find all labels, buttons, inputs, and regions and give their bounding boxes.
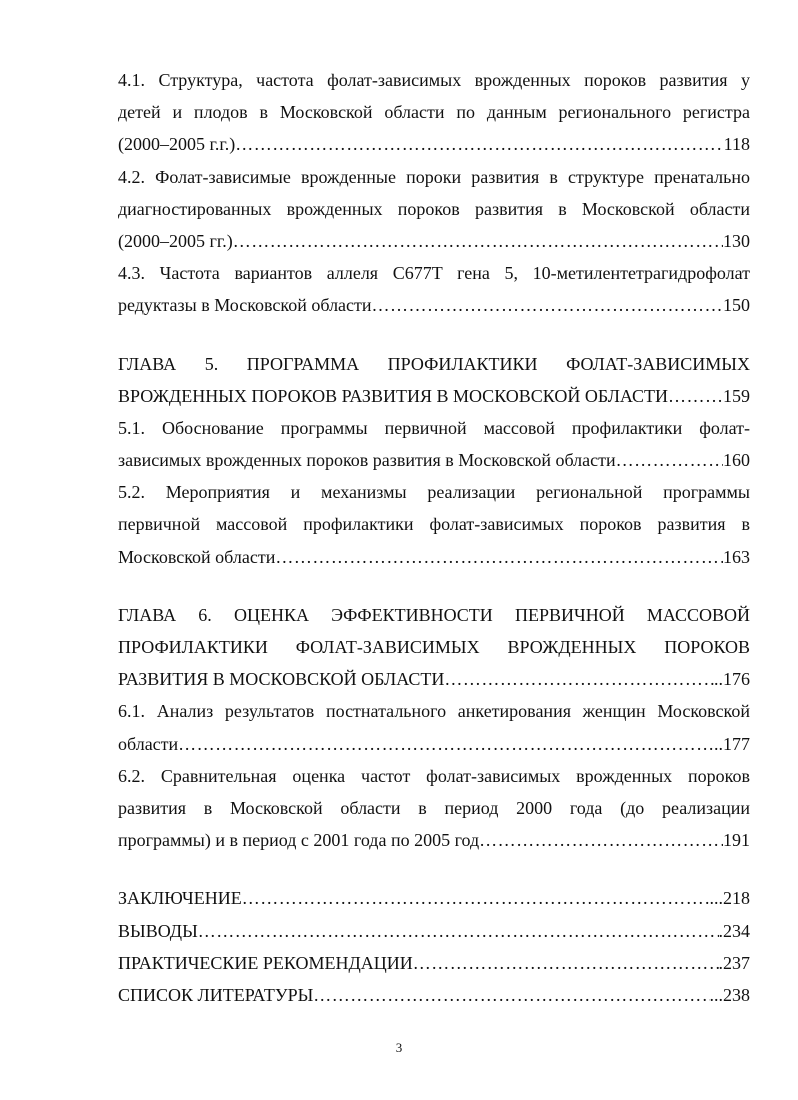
- toc-6-2-page: 191: [723, 830, 750, 851]
- toc-4-2-line1: 4.2. Фолат-зависимые врожденные пороки развития в структуре пренатально: [118, 166, 750, 187]
- spacer: [118, 856, 750, 882]
- toc-4-2-line2: диагностированных врожденных пороков развития в Московской области: [118, 198, 750, 219]
- chapter-6-page: ..176: [714, 669, 750, 690]
- toc-findings-page: .234: [718, 920, 750, 941]
- toc-6-2-last: программы) и в период с 2001 года по 2005 год: [118, 830, 480, 851]
- toc-conclusion-label: ЗАКЛЮЧЕНИЕ: [118, 888, 242, 909]
- chapter-6-title-line1: ГЛАВА 6. ОЦЕНКА ЭФФЕКТИВНОСТИ ПЕРВИЧНОЙ МАССОВОЙ: [118, 604, 750, 625]
- toc-entry-bibliography: [118, 979, 750, 1011]
- leader-dots: [444, 663, 714, 695]
- toc-6-1-line1: 6.1. Анализ результатов постнатального анкетирования женщин Московской: [118, 701, 750, 722]
- toc-entry-4-2: [118, 225, 750, 257]
- toc-entry-5-2: [118, 541, 750, 573]
- toc-5-2-line2: первичной массовой профилактики фолат-зависимых пороков развития в: [118, 514, 750, 535]
- leader-dots: [233, 225, 723, 257]
- toc-entry-4-3: [118, 289, 750, 321]
- chapter-5-page: 159: [723, 385, 750, 406]
- toc-entry-chapter-5: [118, 380, 750, 412]
- leader-dots: [242, 882, 710, 914]
- toc-5-2-last: Московской области: [118, 546, 276, 567]
- toc-entry-conclusion: [118, 882, 750, 914]
- toc-4-3-line1: 4.3. Частота вариантов аллеля C677T гена 5, 10-метилентетрагидрофолат: [118, 263, 750, 284]
- leader-dots: [413, 947, 719, 979]
- toc-recommendations-page: .237: [718, 952, 750, 973]
- toc-findings-label: ВЫВОДЫ: [118, 920, 198, 941]
- chapter-6-title-last: РАЗВИТИЯ В МОСКОВСКОЙ ОБЛАСТИ: [118, 669, 445, 690]
- toc-entry-6-1: [118, 728, 750, 760]
- toc-5-1-line1: 5.1. Обоснование программы первичной массовой профилактики фолат-: [118, 417, 750, 438]
- toc-entry-4-1: [118, 128, 750, 160]
- toc-4-3-page: 150: [723, 295, 750, 316]
- toc-6-2-line1: 6.2. Сравнительная оценка частот фолат-зависимых врожденных пороков: [118, 765, 750, 786]
- leader-dots: [668, 380, 723, 412]
- toc-5-2-line1: 5.2. Мероприятия и механизмы реализации региональной программы: [118, 482, 750, 503]
- chapter-6-title-line2: ПРОФИЛАКТИКИ ФОЛАТ-ЗАВИСИМЫХ ВРОЖДЕННЫХ ПОРОКОВ: [118, 637, 750, 657]
- leader-dots: [313, 979, 709, 1011]
- toc-entry-5-1: [118, 444, 750, 476]
- spacer: [118, 573, 750, 599]
- toc-6-1-page: ..177: [714, 733, 750, 754]
- toc-6-2-line2: развития в Московской области в период 2000 года (до реализации: [118, 797, 750, 818]
- leader-dots: [198, 915, 719, 947]
- toc-4-1-page: 118: [723, 134, 750, 155]
- toc-5-2-page: 163: [723, 546, 750, 567]
- toc-4-1-last: (2000–2005 г.г.): [118, 134, 236, 155]
- page-number: 3: [395, 1040, 403, 1055]
- toc-conclusion-page: ...218: [709, 888, 750, 909]
- leader-dots: [275, 541, 723, 573]
- chapter-5-title-line1: ГЛАВА 5. ПРОГРАММА ПРОФИЛАКТИКИ ФОЛАТ-ЗАВИСИМЫХ: [118, 353, 750, 374]
- toc-entry-findings: [118, 915, 750, 947]
- table-of-contents: [118, 64, 750, 1011]
- toc-4-3-last: редуктазы в Московской области: [118, 295, 372, 316]
- leader-dots: [479, 824, 723, 856]
- leader-dots: [178, 728, 714, 760]
- toc-bibliography-page: ...238: [709, 984, 750, 1005]
- leader-dots: [372, 289, 723, 321]
- chapter-5-title-last: ВРОЖДЕННЫХ ПОРОКОВ РАЗВИТИЯ В МОСКОВСКОЙ ОБЛАСТИ: [118, 385, 669, 406]
- toc-4-2-page: 130: [723, 230, 750, 251]
- toc-4-2-last: (2000–2005 гг.): [118, 230, 233, 251]
- toc-bibliography-label: СПИСОК ЛИТЕРАТУРЫ: [118, 984, 314, 1005]
- toc-4-1-line1: 4.1. Структура, частота фолат-зависимых врожденных пороков развития у: [118, 70, 750, 90]
- toc-entry-recommendations: [118, 947, 750, 979]
- toc-entry-6-2: [118, 824, 750, 856]
- spacer: [118, 322, 750, 348]
- toc-recommendations-label: ПРАКТИЧЕСКИЕ РЕКОМЕНДАЦИИ: [118, 952, 413, 973]
- toc-5-1-last: зависимых врожденных пороков развития в Московской области: [118, 450, 616, 471]
- leader-dots: [616, 444, 723, 476]
- toc-5-1-page: 160: [723, 450, 750, 471]
- toc-6-1-last: области: [118, 733, 179, 754]
- leader-dots: [235, 128, 723, 160]
- toc-entry-chapter-6: [118, 663, 750, 695]
- toc-4-1-line2: детей и плодов в Московской области по данным регионального регистра: [118, 102, 750, 123]
